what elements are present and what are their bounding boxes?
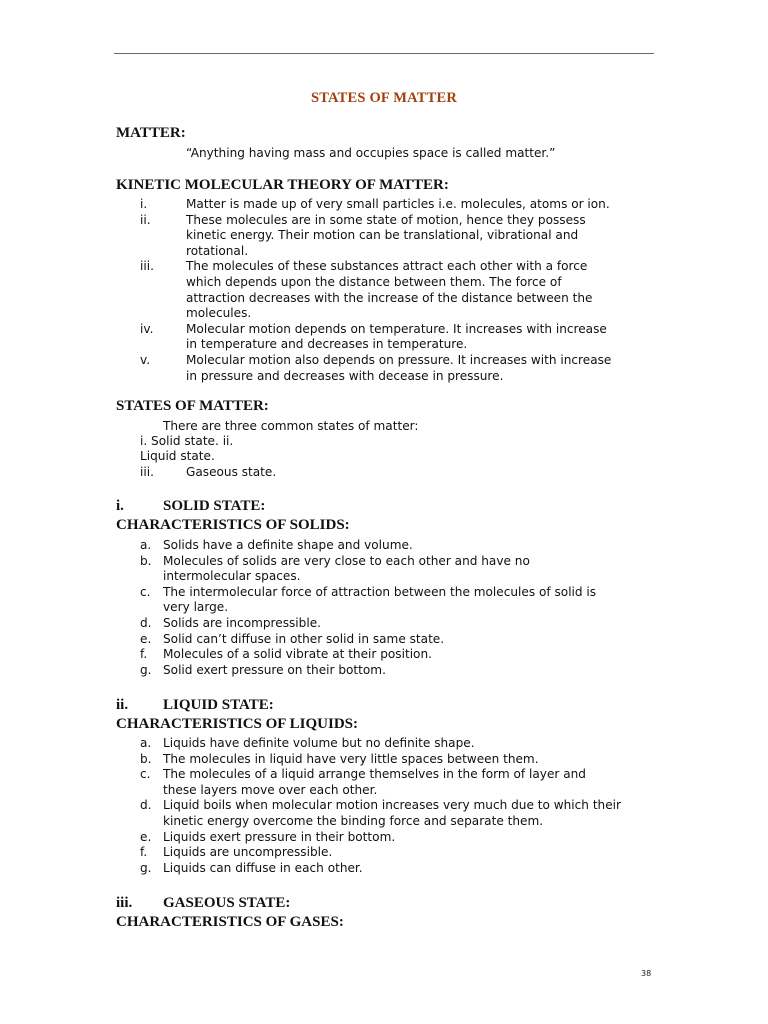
states-line-3-marker: iii.	[140, 465, 154, 479]
list-text: Liquids are uncompressible.	[163, 845, 333, 860]
list-item	[0, 632, 768, 648]
list-text: Liquid boils when molecular motion increases very much due to which their kinetic energy overcome the binding force and separate them.	[163, 798, 621, 828]
matter-definition: “Anything having mass and occupies space is called matter.”	[186, 146, 556, 160]
list-text: Liquids can diffuse in each other.	[163, 860, 363, 875]
list-text: Matter is made up of very small particles i.e. molecules, atoms or ion.	[186, 197, 610, 211]
page-number: 38	[641, 969, 652, 978]
list-text: Liquids have definite volume but no definite shape.	[163, 736, 475, 750]
list-item	[0, 616, 768, 632]
list-item	[0, 322, 768, 353]
list-text: Solids have a definite shape and volume.	[163, 538, 413, 552]
list-text: Liquids exert pressure in their bottom.	[163, 829, 396, 844]
list-item	[0, 353, 768, 384]
list-text: The intermolecular force of attraction between the molecules of solid is very large.	[163, 584, 597, 615]
states-line-3-text: Gaseous state.	[186, 465, 277, 479]
list-text: Molecular motion depends on temperature. It increases with increase in temperature and decreases in temperature.	[186, 321, 607, 352]
states-line-1: i. Solid state. ii.	[140, 434, 234, 448]
states-intro: There are three common states of matter:	[163, 419, 419, 433]
list-marker: a.	[140, 538, 152, 552]
list-marker: iv.	[140, 321, 154, 336]
solid-heading	[116, 498, 265, 515]
section-number: iii.	[116, 895, 133, 911]
list-marker: v.	[140, 352, 151, 367]
states-heading: STATES OF MATTER:	[116, 398, 269, 414]
list-marker: d.	[140, 615, 152, 630]
kinetic-heading: KINETIC MOLECULAR THEORY OF MATTER:	[116, 177, 449, 193]
matter-heading: MATTER:	[116, 125, 186, 141]
list-text: Molecular motion also depends on pressure. It increases with increase in pressure and decreases with decease in pressure.	[186, 352, 612, 383]
list-marker: d.	[140, 798, 152, 813]
liquid-list	[0, 736, 768, 876]
list-text: Solids are incompressible.	[163, 615, 321, 630]
list-marker: f.	[140, 647, 148, 662]
list-item	[0, 752, 768, 768]
list-marker: ii.	[140, 212, 151, 227]
list-item	[0, 736, 768, 752]
gas-heading	[116, 895, 290, 912]
list-text: Solid exert pressure on their bottom.	[163, 662, 386, 677]
list-item	[0, 830, 768, 846]
list-item	[0, 663, 768, 679]
list-marker: g.	[140, 662, 152, 677]
section-title: LIQUID STATE:	[163, 697, 274, 713]
section-number: ii.	[116, 697, 129, 713]
list-item	[0, 861, 768, 877]
list-text: These molecules are in some state of motion, hence they possess kinetic energy. Their motion can be translational, vibrational and rotational.	[186, 212, 586, 258]
list-text: The molecules of these substances attract each other with a force which depends upon the distance between them. The force of attraction decreases with the increase of the distance between the molecules.	[186, 259, 593, 321]
list-marker: b.	[140, 751, 152, 766]
list-item	[0, 845, 768, 861]
gas-subheading: CHARACTERISTICS OF GASES:	[116, 914, 344, 930]
list-marker: i.	[140, 197, 148, 211]
list-item	[0, 554, 768, 585]
list-item	[0, 767, 768, 798]
list-item	[0, 647, 768, 663]
list-item	[0, 197, 768, 213]
liquid-heading	[116, 697, 274, 714]
list-item	[0, 585, 768, 616]
list-marker: b.	[140, 553, 152, 568]
list-marker: c.	[140, 584, 151, 599]
list-text: Molecules of a solid vibrate at their position.	[163, 647, 432, 662]
page-title: STATES OF MATTER	[310, 90, 458, 106]
list-marker: iii.	[140, 259, 154, 274]
list-marker: a.	[140, 736, 152, 750]
list-marker: e.	[140, 631, 152, 646]
header-rule	[114, 53, 654, 54]
solid-subheading: CHARACTERISTICS OF SOLIDS:	[116, 517, 350, 533]
list-item	[0, 798, 768, 829]
kinetic-list	[0, 197, 768, 384]
liquid-subheading: CHARACTERISTICS OF LIQUIDS:	[116, 716, 358, 732]
list-marker: g.	[140, 860, 152, 875]
list-marker: e.	[140, 829, 152, 844]
list-item	[0, 213, 768, 260]
list-item	[0, 538, 768, 554]
list-marker: c.	[140, 767, 151, 782]
section-title: SOLID STATE:	[163, 498, 266, 514]
list-marker: f.	[140, 845, 148, 860]
list-text: Molecules of solids are very close to each other and have no intermolecular spaces.	[163, 553, 530, 584]
section-title: GASEOUS STATE:	[163, 895, 291, 911]
section-number: i.	[116, 498, 124, 514]
list-text: The molecules in liquid have very little spaces between them.	[163, 751, 539, 766]
list-item	[0, 259, 768, 321]
list-text: Solid can’t diffuse in other solid in same state.	[163, 631, 445, 646]
solid-list	[0, 538, 768, 678]
states-line-2: Liquid state.	[140, 449, 215, 463]
list-text: The molecules of a liquid arrange themselves in the form of layer and these layers move over each other.	[163, 767, 586, 797]
